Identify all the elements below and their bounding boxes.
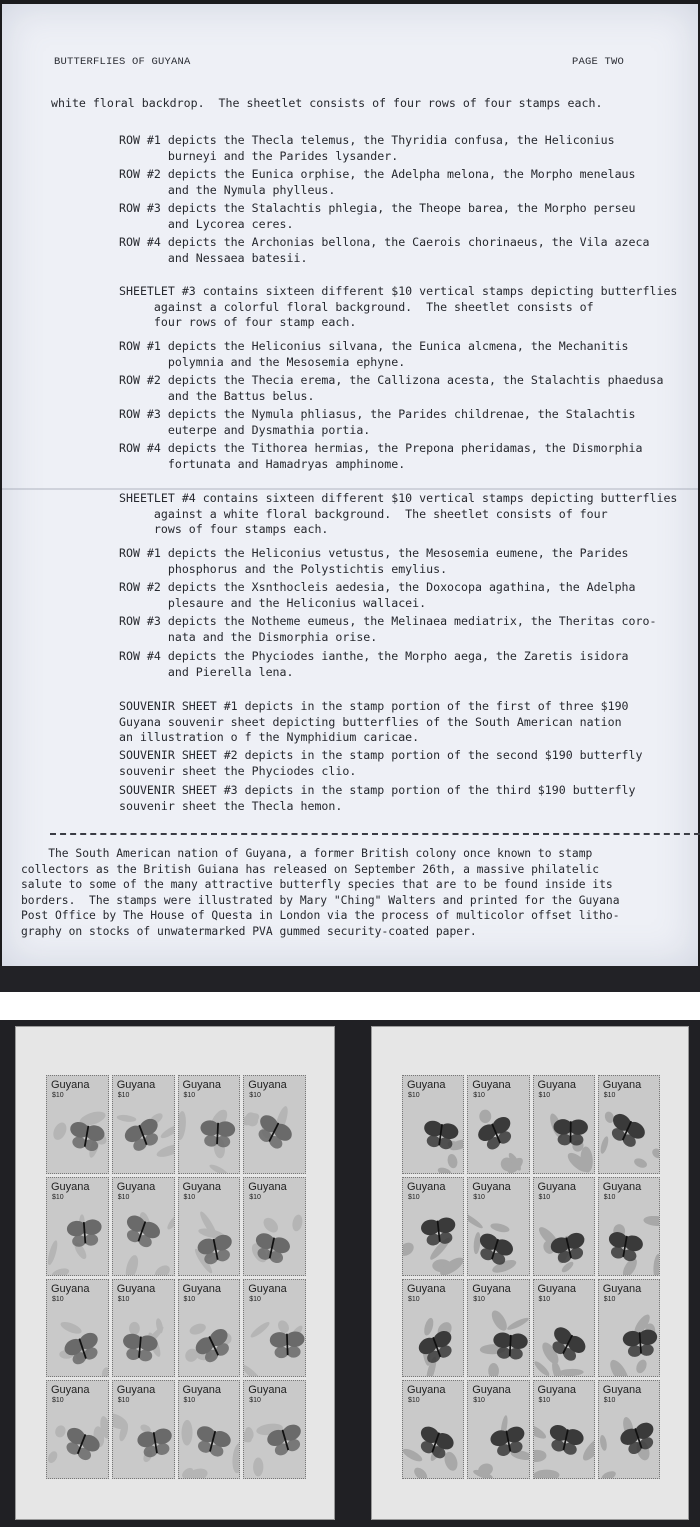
intro-line: white floral backdrop. The sheetlet consists of four rows of four stamps each.: [51, 96, 603, 110]
stamp: [243, 1177, 306, 1276]
stamp-country: Guyana: [116, 1079, 156, 1091]
stamp: [243, 1075, 306, 1174]
stamp-country: Guyana: [602, 1384, 642, 1397]
stamp: [46, 1279, 109, 1378]
sheet2-row4: ROW #4 depicts the Archonias bellona, the Caerois chorinaeus, the Vila azeca and Nessaea batesii.: [119, 235, 650, 265]
stamp-value: $10: [183, 1295, 196, 1303]
stamp-country: Guyana: [537, 1180, 577, 1193]
stamp-value: $10: [473, 1397, 485, 1405]
stamp-country: Guyana: [182, 1079, 222, 1091]
stamp-country: Guyana: [51, 1282, 90, 1295]
stamp-country: Guyana: [602, 1180, 642, 1193]
sheet3-row2: ROW #2 depicts the Thecia erema, the Callizona acesta, the Stalachtis phaedusa and the Battus belus.: [119, 373, 664, 403]
stamp: [467, 1075, 529, 1174]
stamp-country: Guyana: [472, 1079, 511, 1091]
dashed-divider: [50, 833, 700, 835]
stamp: [178, 1380, 241, 1479]
stamp-value: $10: [183, 1397, 196, 1405]
stamp: [112, 1075, 175, 1174]
sheet4-row2: ROW #2 depicts the Xsnthocleis aedesia, the Doxocopa agathina, the Adelpha plesaure and the Heliconius wallacei.: [119, 580, 636, 610]
stamp: [112, 1279, 175, 1378]
stamp-country: Guyana: [248, 1384, 287, 1397]
stamp-grid: [402, 1075, 660, 1479]
stamp-country: Guyana: [182, 1180, 222, 1193]
stamp: [46, 1177, 109, 1276]
stamp-country: Guyana: [51, 1180, 90, 1193]
stamp: [243, 1380, 306, 1479]
stamp: [598, 1279, 660, 1378]
stamp-value: $10: [538, 1092, 551, 1099]
sheetlet4-intro: SHEETLET #4 contains sixteen different $10 vertical stamps depicting butterflies against a white floral background. The sheetlet consists of four rows of four stamps each.: [119, 491, 678, 536]
stamp-value: $10: [473, 1193, 485, 1201]
stamp: [402, 1075, 464, 1174]
stamp-country: Guyana: [472, 1384, 511, 1397]
stamp-value: $10: [183, 1092, 196, 1099]
sheet3-row4: ROW #4 depicts the Tithorea hermias, the Prepona pheridamas, the Dismorphia fortunata and Hamadryas amphinome.: [119, 441, 643, 471]
sheet4-row3: ROW #3 depicts the Notheme eumeus, the Melinaea mediatrix, the Theritas coro- nata and the Dismorphia orise.: [119, 614, 657, 644]
stamp: [598, 1380, 660, 1479]
stamp: [598, 1177, 660, 1276]
stamp: [178, 1177, 241, 1276]
stamp: [112, 1177, 175, 1276]
sheet3-row3: ROW #3 depicts the Nymula phliasus, the Parides childrenae, the Stalachtis euterpe and Dysmathia portia.: [119, 407, 636, 437]
stamp-value: $10: [603, 1295, 616, 1303]
stamp-value: $10: [52, 1397, 64, 1405]
stamp-value: $10: [603, 1193, 616, 1201]
stamp: [467, 1177, 529, 1276]
stamp-country: Guyana: [407, 1282, 446, 1295]
stamp: [402, 1380, 464, 1479]
stamp-value: $10: [52, 1092, 64, 1099]
stamp: [402, 1279, 464, 1378]
stamp-value: $10: [249, 1295, 261, 1303]
stamp: [533, 1075, 595, 1174]
stamp-value: $10: [117, 1193, 130, 1201]
stamp-value: $10: [117, 1092, 130, 1099]
sheet2-row3: ROW #3 depicts the Stalachtis phlegia, the Theope barea, the Morpho perseu and Lycorea ceres.: [119, 201, 636, 231]
paper-crease: [2, 488, 698, 490]
page-number: PAGE TWO: [572, 56, 625, 68]
stamp-value: $10: [408, 1092, 420, 1099]
stamp-value: $10: [603, 1397, 616, 1405]
stamp-country: Guyana: [182, 1282, 222, 1295]
stamp-value: $10: [249, 1092, 261, 1099]
stamp-sheetlet-right: [371, 1026, 689, 1520]
sheet2-row2: ROW #2 depicts the Eunica orphise, the Adelpha melona, the Morpho menelaus and the Nymula phylleus.: [119, 167, 636, 197]
stamp: [178, 1075, 241, 1174]
stamp-value: $10: [408, 1397, 420, 1405]
document-page: [2, 4, 698, 966]
stamp-value: $10: [249, 1193, 261, 1201]
stamp: [178, 1279, 241, 1378]
souvenir-sheet-1: SOUVENIR SHEET #1 depicts in the stamp portion of the first of three $190 Guyana souvenir sheet depicting butterflies of the South American nation an illustration o f the Nymphidium caricae.: [119, 699, 629, 744]
stamp-value: $10: [603, 1092, 616, 1099]
closing-paragraph: The South American nation of Guyana, a former British colony once known to stamp collectors as the British Guiana has released on September 26th, a massive philatelic salute to some of the many attractive butterfly species that are to be found inside its borders. The stamps were illustrated by Mary "Ching" Walters and printed for the Guyana Post Office by The House of Questa in London via the process of multicolor offset litho- graphy on stocks of unwatermarked PVA gummed security-coated paper.: [21, 847, 620, 938]
stamp-country: Guyana: [51, 1079, 90, 1091]
stamp-country: Guyana: [248, 1180, 287, 1193]
stamp-value: $10: [408, 1295, 420, 1303]
sheet4-row4: ROW #4 depicts the Phyciodes ianthe, the Morpho aega, the Zaretis isidora and Pierella lena.: [119, 649, 629, 679]
stamp-country: Guyana: [116, 1180, 156, 1193]
stamp-country: Guyana: [407, 1079, 446, 1091]
stamp-country: Guyana: [537, 1384, 577, 1397]
stamp-value: $10: [249, 1397, 261, 1405]
stamp-value: $10: [538, 1295, 551, 1303]
stamp-country: Guyana: [602, 1282, 642, 1295]
souvenir-sheet-3: SOUVENIR SHEET #3 depicts in the stamp portion of the third $190 butterfly souvenir sheet the Thecla hemon.: [119, 783, 636, 813]
sheet2-row1: ROW #1 depicts the Thecla telemus, the Thyridia confusa, the Heliconius burneyi and the Parides lysander.: [119, 133, 615, 163]
stamp: [243, 1279, 306, 1378]
stamp-value: $10: [52, 1193, 64, 1201]
sheet3-row1: ROW #1 depicts the Heliconius silvana, the Eunica alcmena, the Mechanitis polymnia and the Mesosemia ephyne.: [119, 339, 629, 369]
stamp-value: $10: [538, 1397, 551, 1405]
page-title: BUTTERFLIES OF GUYANA: [54, 56, 191, 68]
stamp-country: Guyana: [537, 1282, 577, 1295]
stamp-country: Guyana: [248, 1282, 287, 1295]
stamp: [467, 1380, 529, 1479]
stamp-country: Guyana: [248, 1079, 287, 1091]
stamp: [46, 1380, 109, 1479]
stamp: [112, 1380, 175, 1479]
scan-border: [0, 966, 700, 992]
stamp-country: Guyana: [537, 1079, 577, 1091]
stamp-country: Guyana: [407, 1180, 446, 1193]
stamp-value: $10: [408, 1193, 420, 1201]
stamp-value: $10: [117, 1295, 130, 1303]
stamp-value: $10: [117, 1397, 130, 1405]
stamp-value: $10: [183, 1193, 196, 1201]
stamp: [46, 1075, 109, 1174]
stamp: [402, 1177, 464, 1276]
stamp: [598, 1075, 660, 1174]
stamp-sheetlet-left: [15, 1026, 335, 1520]
page-gap: [0, 992, 700, 1020]
stamp-country: Guyana: [182, 1384, 222, 1397]
stamp-country: Guyana: [407, 1384, 446, 1397]
stamp-value: $10: [473, 1295, 485, 1303]
souvenir-sheet-2: SOUVENIR SHEET #2 depicts in the stamp portion of the second $190 butterfly souvenir sheet the Phyciodes clio.: [119, 748, 643, 778]
stamp-value: $10: [52, 1295, 64, 1303]
sheet4-row1: ROW #1 depicts the Heliconius vetustus, the Mesosemia eumene, the Parides phosphorus and the Polystichtis emylius.: [119, 546, 629, 576]
stamp-country: Guyana: [472, 1282, 511, 1295]
stamp-value: $10: [538, 1193, 551, 1201]
stamp: [467, 1279, 529, 1378]
stamp: [533, 1380, 595, 1479]
sheetlet3-intro: SHEETLET #3 contains sixteen different $10 vertical stamps depicting butterflies against a colorful floral background. The sheetlet consists of four rows of four stamp each.: [119, 284, 678, 329]
stamp-country: Guyana: [51, 1384, 90, 1397]
stamp-country: Guyana: [602, 1079, 642, 1091]
stamp-value: $10: [473, 1092, 485, 1099]
stamp: [533, 1177, 595, 1276]
stamp-country: Guyana: [116, 1282, 156, 1295]
stamp-country: Guyana: [116, 1384, 156, 1397]
stamp-country: Guyana: [472, 1180, 511, 1193]
stamp-grid: [46, 1075, 306, 1479]
stamp: [533, 1279, 595, 1378]
